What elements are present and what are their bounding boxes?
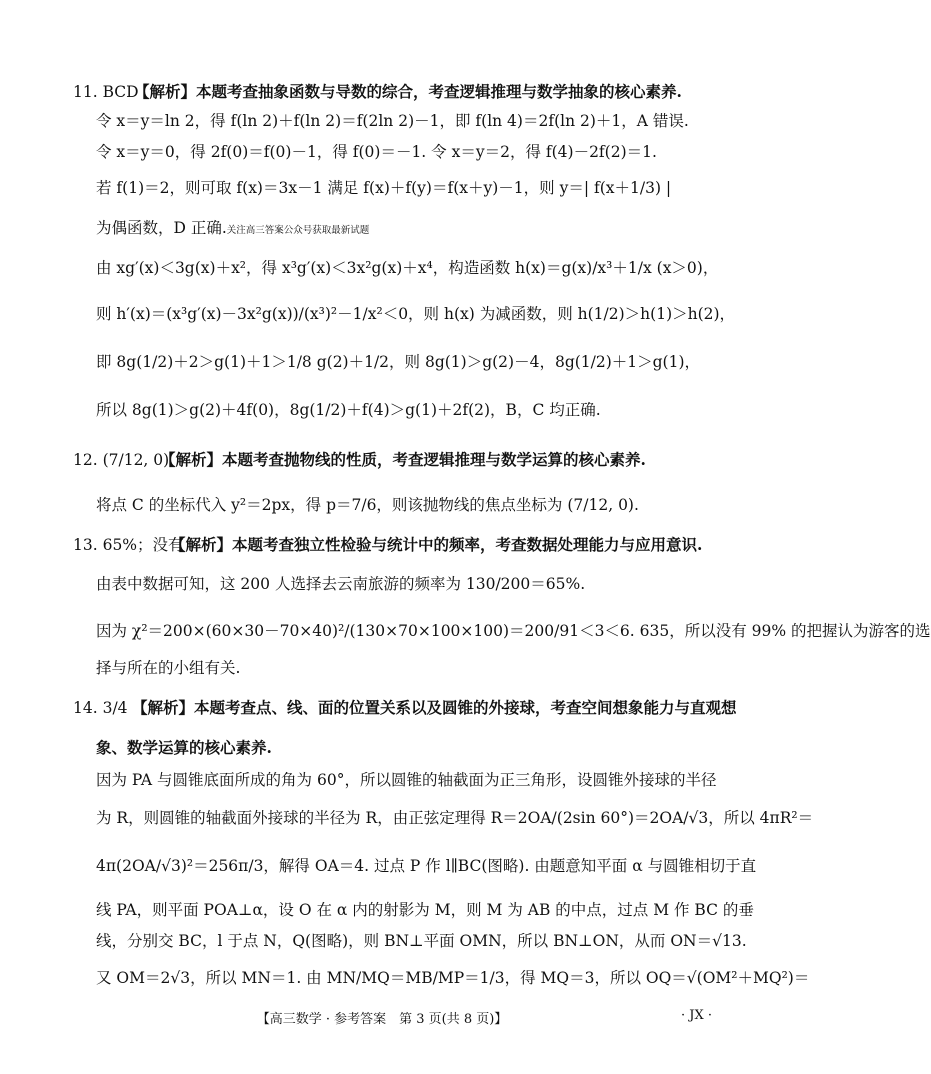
q11-line-4-text: 为偶函数，D 正确. <box>96 219 227 237</box>
q14-heading-cont: 象、数学运算的核心素养. <box>96 738 272 757</box>
q14-answer: 14. 3/4 <box>73 699 128 717</box>
q14-line-2: 为 R，则圆锥的轴截面外接球的半径为 R，由正弦定理得 R＝2OA/(2sin 60°)＝2OA/√3，所以 4πR²＝ <box>96 809 814 827</box>
q11-line-2: 令 x＝y＝0，得 2f(0)＝f(0)－1，得 f(0)＝－1. 令 x＝y＝2，得 f(4)－2f(2)＝1. <box>96 143 657 161</box>
q11-heading: 【解析】本题考查抽象函数与导数的综合，考查逻辑推理与数学抽象的核心素养. <box>134 82 682 101</box>
q11-line-7: 即 8g(1/2)＋2＞g(1)＋1＞1/8 g(2)＋1/2，则 8g(1)＞g(2)－4，8g(1/2)＋1＞g(1)， <box>96 353 701 371</box>
q11-line-8: 所以 8g(1)＞g(2)＋4f(0)，8g(1/2)＋f(4)＞g(1)＋2f(2)，B，C 均正确. <box>96 401 601 419</box>
q11-line-4 <box>96 218 369 241</box>
q13-line-1: 由表中数据可知，这 200 人选择去云南旅游的频率为 130/200＝65%. <box>96 575 586 593</box>
q13-line-3: 择与所在的小组有关. <box>96 659 241 677</box>
q14-line-5: 线，分别交 BC，l 于点 N，Q(图略)，则 BN⊥平面 OMN，所以 BN⊥ON，从而 ON＝√13. <box>96 932 747 950</box>
q11-line-3: 若 f(1)＝2，则可取 f(x)＝3x－1 满足 f(x)＋f(y)＝f(x＋y)－1，则 y＝| f(x＋1/3) | <box>96 179 672 197</box>
q11-line-6: 则 h′(x)＝(x³g′(x)－3x²g(x))/(x³)²－1/x²＜0，则 h(x) 为减函数，则 h(1/2)＞h(1)＞h(2)， <box>96 305 736 323</box>
q11-answer: 11. BCD <box>73 83 139 101</box>
q11-line-1: 令 x＝y＝ln 2，得 f(ln 2)＋f(ln 2)＝f(2ln 2)－1，即 f(ln 4)＝2f(ln 2)＋1，A 错误. <box>96 112 689 130</box>
q14-heading: 【解析】本题考查点、线、面的位置关系以及圆锥的外接球，考查空间想象能力与直观想 <box>132 698 737 717</box>
q12-heading: 【解析】本题考查抛物线的性质，考查逻辑推理与数学运算的核心素养. <box>160 450 646 469</box>
watermark-note: 关注高三答案公众号获取最新试题 <box>226 225 370 236</box>
q13-answer: 13. 65%；没有 <box>73 536 184 554</box>
q14-line-6: 又 OM＝2√3，所以 MN＝1. 由 MN/MQ＝MB/MP＝1/3，得 MQ＝3，所以 OQ＝√(OM²＋MQ²)＝ <box>96 969 810 987</box>
q14-line-3: 4π(2OA/√3)²＝256π/3，解得 OA＝4. 过点 P 作 l∥BC(图略). 由题意知平面 α 与圆锥相切于直 <box>96 857 757 875</box>
q13-line-2: 因为 χ²＝200×(60×30－70×40)²/(130×70×100×100)＝200/91＜3＜6. 635，所以没有 99% 的把握认为游客的选 <box>96 622 931 640</box>
q14-line-1: 因为 PA 与圆锥底面所成的角为 60°，所以圆锥的轴截面为正三角形，设圆锥外接球的半径 <box>96 771 717 789</box>
page-footer: 【高三数学 · 参考答案 第 3 页(共 8 页)】 <box>256 1012 508 1027</box>
q13-heading: 【解析】本题考查独立性检验与统计中的频率，考查数据处理能力与应用意识. <box>170 535 703 554</box>
q14-line-4: 线 PA，则平面 POA⊥α，设 O 在 α 内的射影为 M，则 M 为 AB 的中点，过点 M 作 BC 的垂 <box>96 901 754 919</box>
q11-line-5: 由 xg′(x)＜3g(x)＋x²，得 x³g′(x)＜3x²g(x)＋x⁴，构造函数 h(x)＝g(x)/x³＋1/x (x＞0)， <box>96 259 719 277</box>
footer-code: · JX · <box>681 1008 712 1023</box>
q12-line-1: 将点 C 的坐标代入 y²＝2px，得 p＝7/6，则该抛物线的焦点坐标为 (7/12, 0). <box>96 496 639 514</box>
q12-answer: 12. (7/12, 0) <box>73 451 170 469</box>
